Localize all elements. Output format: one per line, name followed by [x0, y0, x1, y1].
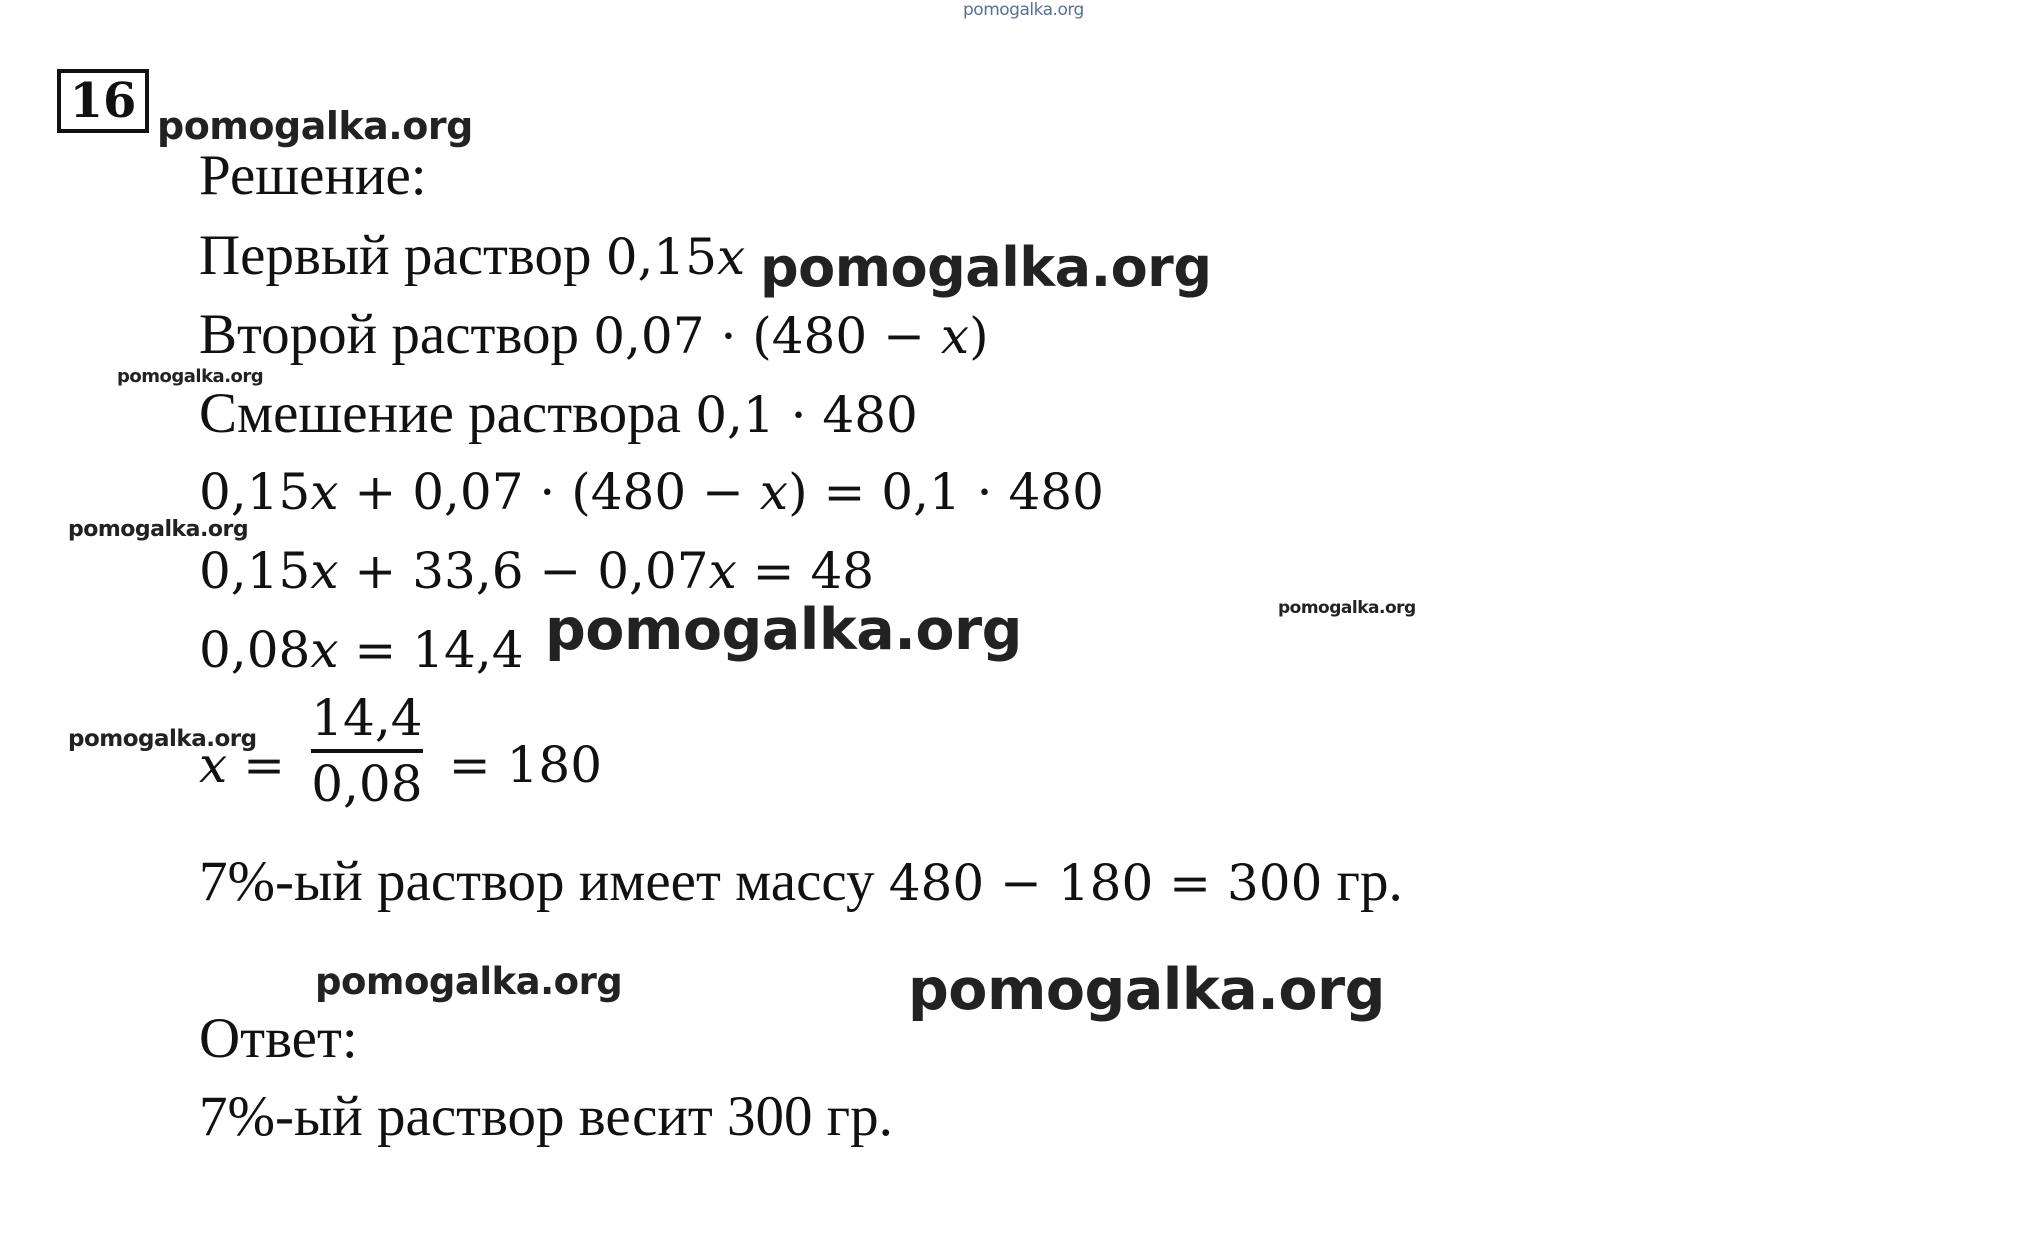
variable-x: x [199, 736, 228, 794]
eq4-equals: = [227, 736, 301, 794]
answer-heading: Ответ: [199, 1007, 358, 1070]
eq2-part-c: = 48 [736, 542, 875, 600]
line-second-solution [199, 303, 989, 366]
variable-x: x [759, 463, 789, 521]
eq1-part-a: 0,15 [199, 463, 311, 521]
mixture-label: Смешение раствора [199, 382, 696, 445]
watermark-left-3: pomogalka.org [68, 726, 257, 752]
problem-number: 16 [57, 69, 149, 133]
second-solution-expr-part: 0,07 · (480 − [593, 307, 941, 365]
mixture-expr: 0,1 · 480 [695, 386, 918, 444]
variable-x: x [940, 307, 970, 365]
equation-2 [199, 542, 875, 600]
second-solution-expr [593, 307, 988, 365]
watermark-left-1: pomogalka.org [117, 366, 264, 387]
line-first-solution [199, 224, 746, 287]
equation-1 [199, 463, 1104, 521]
conclusion-unit: гр. [1322, 850, 1403, 913]
eq2-part-a: 0,15 [199, 542, 311, 600]
eq3-part-b: = 14,4 [338, 621, 524, 679]
variable-x: x [310, 621, 339, 679]
line-conclusion [199, 850, 1403, 913]
first-solution-label: Первый раствор [199, 224, 606, 287]
variable-x: x [708, 542, 737, 600]
watermark-bottom-right: pomogalka.org [908, 957, 1385, 1023]
eq1-part-b: + 0,07 · (480 − [338, 463, 760, 521]
fraction-numerator: 14,4 [311, 689, 423, 747]
variable-x: x [310, 463, 339, 521]
equation-3 [199, 621, 524, 679]
eq3-part-a: 0,08 [199, 621, 311, 679]
watermark-bottom-left: pomogalka.org [315, 960, 623, 1003]
conclusion-math: 480 − 180 = 300 [888, 854, 1323, 912]
eq4-result: = 180 [432, 736, 603, 794]
eq1-part-c: ) = 0,1 · 480 [788, 463, 1104, 521]
watermark-center-large: pomogalka.org [545, 597, 1022, 663]
equation-4 [199, 689, 603, 813]
watermark-after-first: pomogalka.org [760, 236, 1212, 299]
watermark-left-2: pomogalka.org [68, 517, 249, 542]
second-solution-close: ) [969, 307, 989, 365]
answer-text: 7%-ый раствор весит 300 гр. [199, 1085, 893, 1148]
conclusion-text: 7%-ый раствор имеет массу [199, 850, 889, 913]
first-solution-expr [606, 228, 746, 286]
variable-x: x [717, 228, 746, 286]
fraction [311, 689, 423, 813]
watermark-top: pomogalka.org [963, 0, 1084, 20]
watermark-near-number: pomogalka.org [157, 104, 473, 148]
line-mixture [199, 382, 918, 445]
fraction-denominator: 0,08 [311, 755, 423, 813]
watermark-right-small: pomogalka.org [1278, 598, 1416, 618]
second-solution-label: Второй раствор [199, 303, 594, 366]
eq2-part-b: + 33,6 − 0,07 [338, 542, 709, 600]
solution-heading: Решение: [199, 144, 427, 207]
first-solution-coef: 0,15 [605, 228, 718, 286]
variable-x: x [310, 542, 339, 600]
fraction-bar [311, 749, 423, 753]
